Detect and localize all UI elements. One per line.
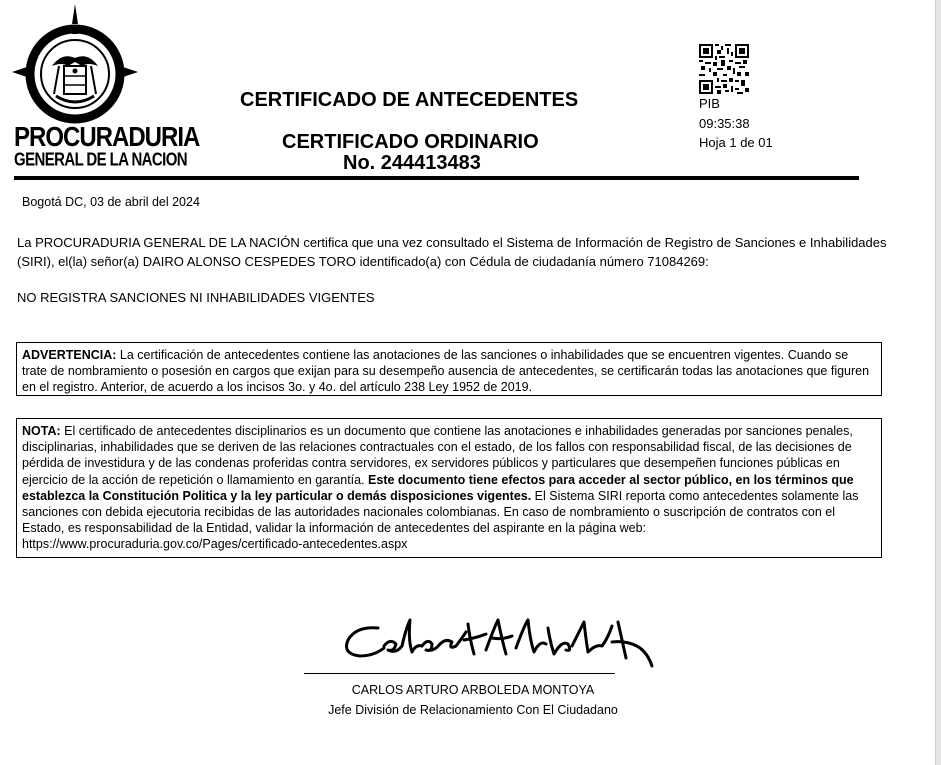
note-box [16, 418, 882, 558]
verification-url[interactable]: https://www.procuraduria.gov.co/Pages/certificado-antecedentes.aspx [22, 537, 408, 552]
warning-box [16, 342, 882, 396]
handwritten-signature [336, 610, 656, 672]
document-title: CERTIFICADO DE ANTECEDENTES [240, 89, 579, 111]
page-edge [935, 0, 941, 765]
meta-page: Hoja 1 de 01 [699, 135, 773, 150]
certification-line-1: La PROCURADURIA GENERAL DE LA NACIÓN certifica que una vez consultado el Sistema de Información de Registro de Sanciones e Inhabilidades [17, 235, 887, 250]
signer-name: CARLOS ARTURO ARBOLEDA MONTOYA [351, 683, 595, 697]
logo-wordmark-line1: PROCURADURIA [14, 122, 200, 154]
signer-role: Jefe División de Relacionamiento Con El Ciudadano [328, 703, 618, 717]
certificate-number: No. 244413483 [343, 152, 481, 174]
document-subtitle: CERTIFICADO ORDINARIO [282, 131, 539, 153]
header-divider [14, 176, 859, 180]
qr-code-icon [699, 44, 749, 94]
note-text-2: El Sistema SIRI reporta como antecedentes solamente las sanciones con debida ejecutoria recibidas de las autoridades nacionales colombianas. En caso de nombramiento o suscripción de contratos con el Estado, es responsabilidad de la Entidad, validar la información de antecedentes del aspirante en la página web: [22, 488, 859, 536]
logo-wordmark-line2: GENERAL DE LA NACION [14, 150, 188, 171]
issue-date: Bogotá DC, 03 de abril del 2024 [22, 195, 200, 209]
certification-result: NO REGISTRA SANCIONES NI INHABILIDADES VIGENTES [17, 290, 375, 305]
meta-code: PIB [699, 96, 720, 111]
note-text-1: El certificado de antecedentes disciplinarios es un documento que contiene las anotaciones e inhabilidades generadas por sanciones penales, disciplinarias, inhabilidades que se deriven de las relaciones contractuales con el estado, de los fallos con responsabilidad fiscal, de las decisiones de pérdida de investidura y de las condenas proferidas contra servidores, ex servidores públicos y particulares que desempeñen funciones públicas en ejercicio de la acción de repetición o llamamiento en garantía. [22, 424, 853, 487]
note-label: NOTA: [22, 424, 61, 438]
meta-time: 09:35:38 [699, 116, 750, 131]
certification-paragraph [17, 233, 897, 271]
warning-label: ADVERTENCIA: [22, 348, 117, 362]
signature-line [304, 673, 615, 674]
certification-line-2: (SIRI), el(la) señor(a) DAIRO ALONSO CESPEDES TORO identificado(a) con Cédula de ciudadanía número 71084269: [17, 254, 709, 269]
note-bold-text: Este documento tiene efectos para acceder al sector público, en los términos que establezca la Constitución Politica y la ley particular o demás disposiciones vigentes. [22, 472, 854, 503]
warning-text: La certificación de antecedentes contiene las anotaciones de las sanciones o inhabilidades que se encuentren vigentes. Cuando se trate de nombramiento o posesión en cargos que exijan para su desempeño ausencia de antecedentes, se certificarán todas las anotaciones que figuren en el registro. Anterior, de acuerdo a los incisos 3o. y 4o. del artículo 238 Ley 1952 de 2019. [22, 348, 870, 395]
